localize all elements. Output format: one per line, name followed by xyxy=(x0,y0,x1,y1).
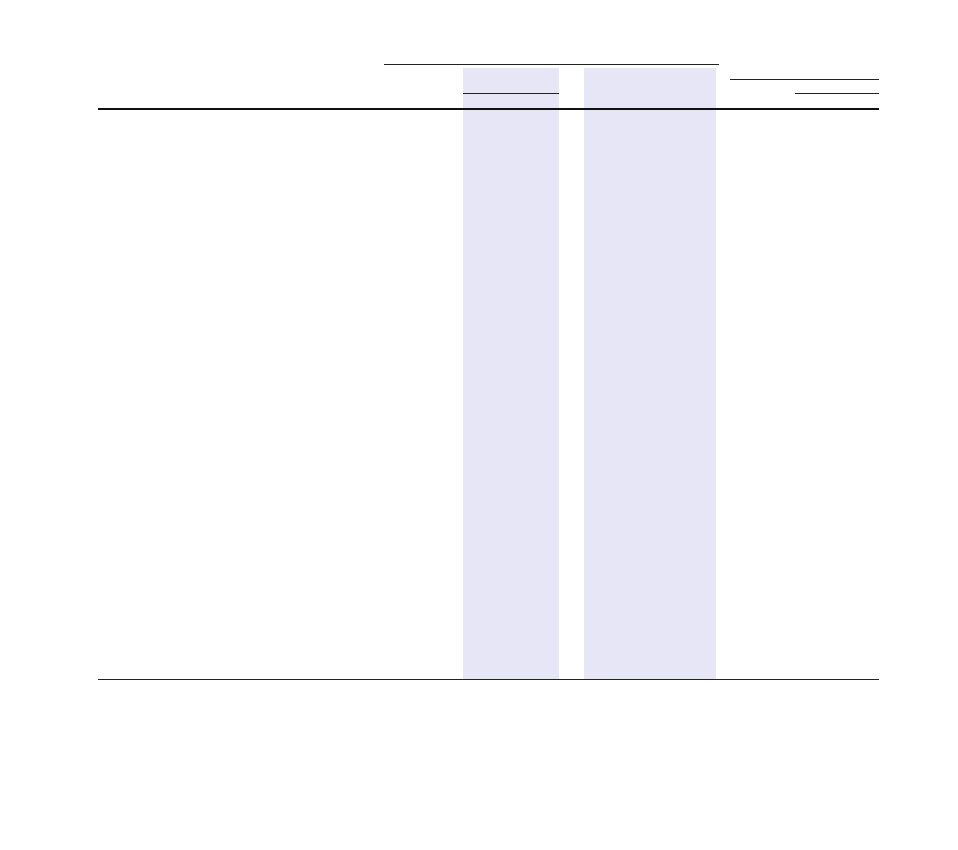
table-rule-bottom xyxy=(98,679,879,680)
header-rule-proj xyxy=(463,93,559,94)
shade-diff xyxy=(584,68,716,679)
header-rule-q4 xyxy=(730,79,879,80)
header-rule-bottom xyxy=(98,108,879,110)
header-rule-q4proj xyxy=(795,93,879,94)
header-rule-top xyxy=(384,64,719,65)
shade-proj xyxy=(463,68,559,679)
